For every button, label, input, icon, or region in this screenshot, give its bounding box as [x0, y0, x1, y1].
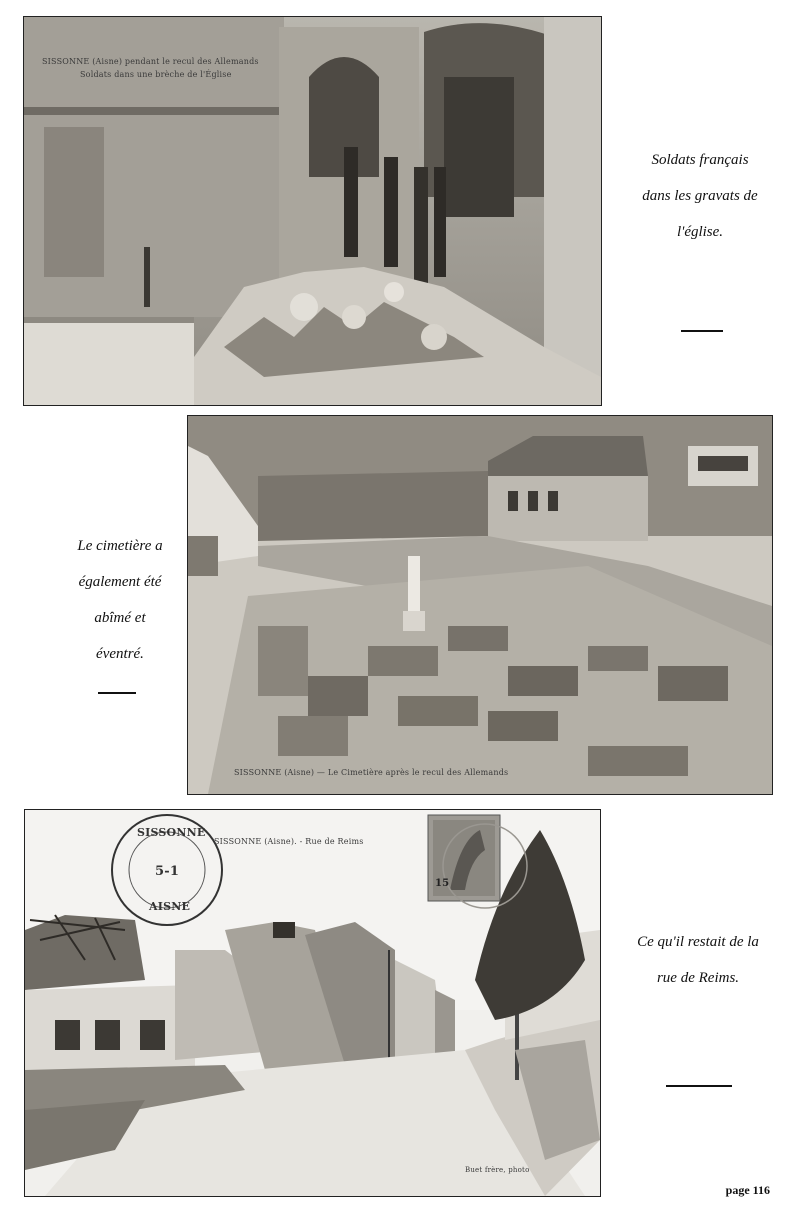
photo-caption-line: SISSONNE (Aisne) — Le Cimetière après le recul des Allemands	[234, 768, 509, 777]
caption-line: Le cimetière a	[77, 538, 163, 554]
photo-caption-line: SISSONNE (Aisne). - Rue de Reims	[214, 837, 364, 846]
caption-line: Soldats français	[651, 152, 749, 168]
caption-rule	[666, 1085, 732, 1087]
caption-cemetery	[40, 528, 200, 672]
caption-line: Ce qu'il restait de la	[637, 934, 759, 950]
caption-line: dans les gravats de	[642, 188, 758, 204]
photo-cemetery	[187, 415, 773, 795]
caption-line: l'église.	[676, 224, 724, 240]
cemetery-image	[188, 416, 772, 794]
caption-line: également été	[78, 574, 162, 590]
caption-line: abîmé et	[94, 610, 146, 626]
caption-rule	[681, 330, 723, 332]
stamp-value-text: 15	[435, 878, 450, 889]
photo-caption-line: SISSONNE (Aisne) pendant le recul des Allemands	[42, 57, 259, 66]
caption-church	[620, 142, 780, 250]
publisher-credit: Buet frère, photo	[465, 1166, 530, 1174]
page-number: page 116	[725, 1183, 770, 1197]
caption-rule	[98, 692, 136, 694]
caption-line: rue de Reims.	[656, 970, 740, 986]
photo-church-ruins	[23, 16, 602, 406]
postmark-bottom-text: AISNE	[149, 900, 191, 913]
photo-caption-line: Soldats dans une brèche de l'Église	[80, 70, 232, 79]
street-ruins-image	[25, 810, 600, 1196]
photo-rue-de-reims	[24, 809, 601, 1197]
caption-rue-de-reims	[612, 924, 784, 996]
postmark-top-text: SISSONNE	[137, 826, 206, 839]
postmark-date-text: 5-1	[155, 864, 180, 879]
caption-line: éventré.	[96, 646, 144, 662]
